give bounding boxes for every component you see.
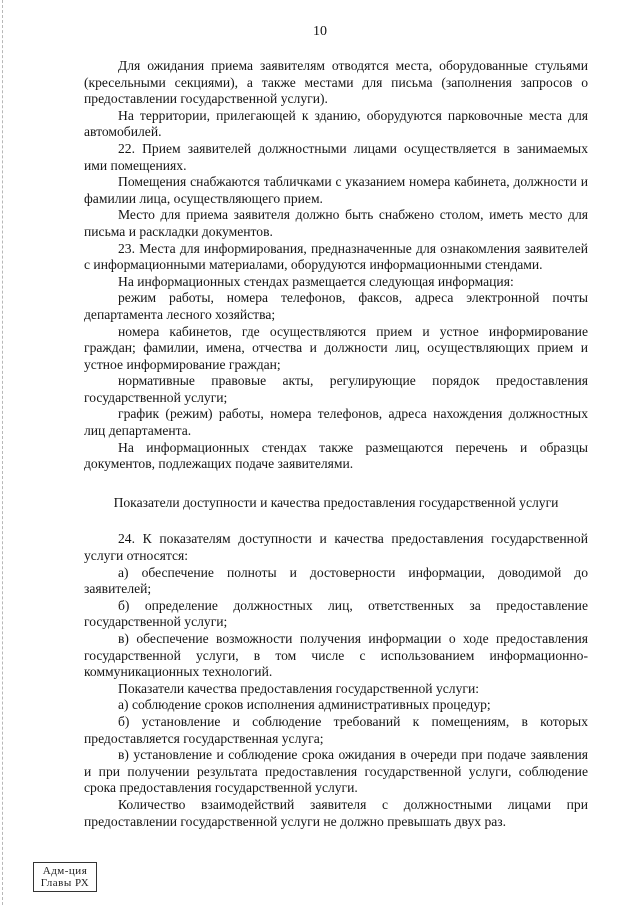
- paragraph: режим работы, номера телефонов, факсов, адреса электронной почты департамента лесного хозяйства;: [84, 290, 588, 322]
- administration-stamp: [33, 862, 97, 892]
- paragraph: Показатели качества предоставления государственной услуги:: [118, 680, 479, 696]
- paragraph: На информационных стендах также размещаются перечень и образцы документов, подлежащих подаче заявителями.: [84, 439, 588, 472]
- paragraph: график (режим) работы, номера телефонов, адреса нахождения должностных лиц департамента.: [84, 406, 588, 439]
- stamp-line-2: Главы РХ: [40, 877, 90, 889]
- paragraph: б) определение должностных лиц, ответственных за предоставление государственной услуги;: [84, 597, 588, 630]
- paragraph: На территории, прилегающей к зданию, оборудуются парковочные места для автомобилей.: [84, 107, 588, 140]
- paragraph: 23. Места для информирования, предназначенные для ознакомления заявителей с информационными материалами, оборудуются информационными стендами.: [84, 240, 588, 273]
- page-number: 10: [313, 24, 327, 39]
- paragraph: 22. Прием заявителей должностными лицами осуществляется в занимаемых ими помещениях.: [84, 140, 588, 173]
- scan-edge-line: [2, 0, 3, 905]
- paragraph: а) соблюдение сроков исполнения административных процедур;: [118, 697, 491, 713]
- paragraph: нормативные правовые акты, регулирующие порядок предоставления государственной услуги;: [84, 373, 588, 405]
- paragraph: в) установление и соблюдение срока ожидания в очереди при подаче заявления и при получении результата предоставления государственной услуги, соблюдение срока предоставления государственной услуги.: [84, 747, 588, 796]
- paragraph: а) обеспечение полноты и достоверности информации, доводимой до заявителей;: [84, 564, 588, 597]
- paragraph: На информационных стендах размещается следующая информация:: [118, 273, 514, 289]
- paragraph: Количество взаимодействий заявителя с должностными лицами при предоставлении государственной услуги не должно превышать двух раз.: [84, 796, 588, 829]
- paragraph: 24. К показателям доступности и качества предоставления государственной услуги относятся:: [84, 531, 588, 564]
- paragraph: Для ожидания приема заявителям отводятся места, оборудованные стульями (кресельными секциями), а также местами для письма (заполнения запросов о предоставлении государственной услуги).: [84, 58, 588, 107]
- paragraph: б) установление и соблюдение требований к помещениям, в которых предоставляется государственная услуга;: [84, 713, 588, 746]
- paragraph: Помещения снабжаются табличками с указанием номера кабинета, должности и фамилии лица, осуществляющего прием.: [84, 174, 588, 206]
- stamp-line-1: Адм-ция: [42, 865, 88, 877]
- paragraph: в) обеспечение возможности получения информации о ходе предоставления государственной услуги, в том числе с использованием информационно-коммуникационных технологий.: [84, 631, 588, 680]
- section-heading: Показатели доступности и качества предоставления государственной услуги: [113, 494, 559, 510]
- document-body: [84, 58, 588, 830]
- paragraph: Место для приема заявителя должно быть снабжено столом, иметь место для письма и раскладки документов.: [84, 207, 588, 239]
- paragraph: номера кабинетов, где осуществляются прием и устное информирование граждан; фамилии, имена, отчества и должности лиц, осуществляющих прием и устное информирование граждан;: [84, 323, 588, 372]
